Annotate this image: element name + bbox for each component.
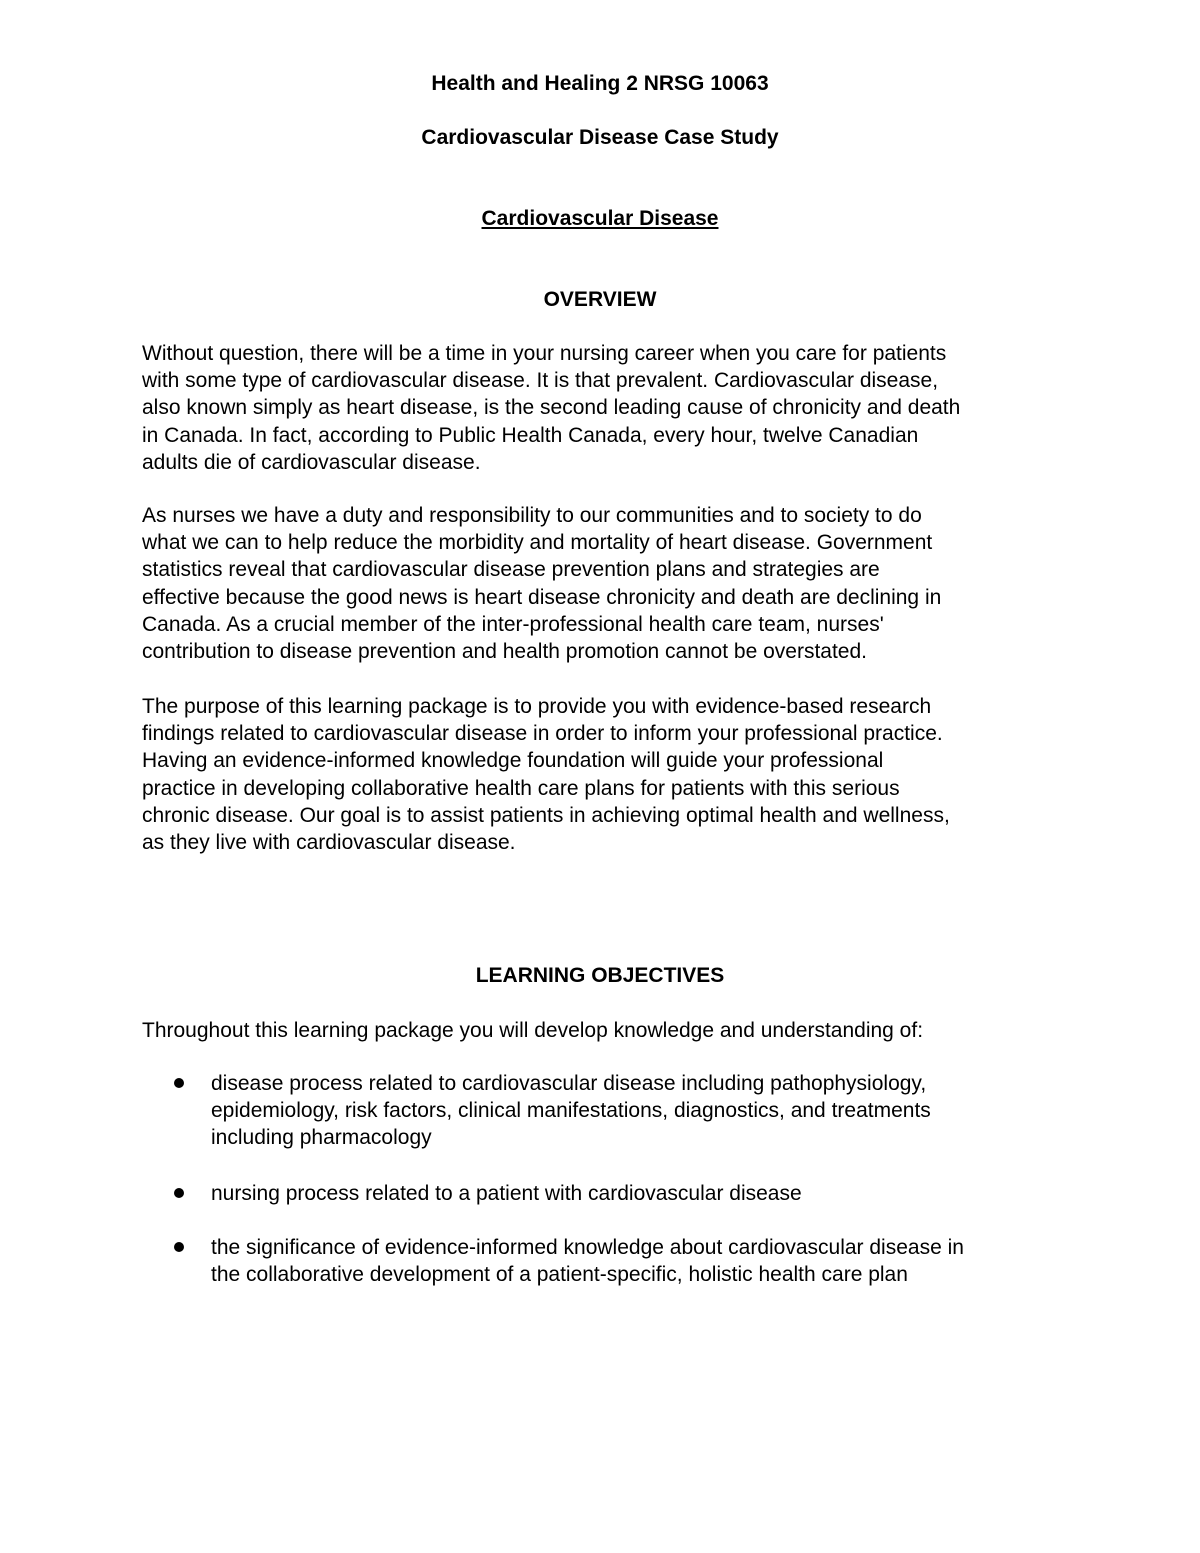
objective-line: epidemiology, risk factors, clinical manifestations, diagnostics, and treatments	[211, 1099, 931, 1123]
section-title-text: Cardiovascular Disease	[481, 207, 719, 230]
objective-text	[211, 1180, 1081, 1207]
paragraph-line: findings related to cardiovascular disease in order to inform your professional practice.	[142, 722, 943, 746]
paragraph-line: practice in developing collaborative health care plans for patients with this serious	[142, 776, 900, 800]
paragraph-line: what we can to help reduce the morbidity and mortality of heart disease. Government	[142, 531, 933, 555]
objective-text	[211, 1234, 1081, 1288]
overview-paragraph-1	[142, 340, 1072, 476]
objective-line: including pharmacology	[211, 1126, 432, 1150]
paragraph-line: with some type of cardiovascular disease. It is that prevalent. Cardiovascular disease,	[142, 369, 939, 393]
paragraph-line: also known simply as heart disease, is the second leading cause of chronicity and death	[142, 396, 961, 420]
objectives-intro-text: Throughout this learning package you will develop knowledge and understanding of:	[142, 1019, 924, 1042]
paragraph-line: as they live with cardiovascular disease.	[142, 831, 516, 855]
objective-line: the collaborative development of a patient-specific, holistic health care plan	[211, 1263, 908, 1287]
paragraph-line: Having an evidence-informed knowledge foundation will guide your professional	[142, 749, 884, 773]
bullet-icon	[174, 1078, 184, 1088]
paragraph-line: Canada. As a crucial member of the inter-professional health care team, nurses'	[142, 612, 884, 636]
overview-heading: OVERVIEW	[543, 288, 657, 311]
paragraph-line: chronic disease. Our goal is to assist patients in achieving optimal health and wellness,	[142, 803, 950, 827]
section-title	[0, 206, 1200, 232]
objective-line: disease process related to cardiovascular disease including pathophysiology,	[211, 1072, 927, 1095]
objective-line: the significance of evidence-informed knowledge about cardiovascular disease in	[211, 1236, 964, 1259]
paragraph-line: in Canada. In fact, according to Public Health Canada, every hour, twelve Canadian	[142, 423, 919, 447]
objective-line: nursing process related to a patient with cardiovascular disease	[211, 1182, 802, 1205]
paragraph-line: effective because the good news is heart disease chronicity and death are declining in	[142, 585, 942, 609]
course-title: Health and Healing 2 NRSG 10063	[431, 72, 769, 95]
objectives-intro	[142, 1017, 1072, 1044]
objective-text	[211, 1070, 1081, 1152]
paragraph-line: statistics reveal that cardiovascular disease prevention plans and strategies are	[142, 558, 880, 582]
bullet-icon	[174, 1188, 184, 1198]
overview-paragraph-3	[142, 693, 1072, 856]
paragraph-line: adults die of cardiovascular disease.	[142, 450, 481, 474]
bullet-icon	[174, 1242, 184, 1252]
overview-paragraph-2	[142, 502, 1072, 665]
objectives-heading: LEARNING OBJECTIVES	[475, 964, 725, 987]
paragraph-line: Without question, there will be a time in your nursing career when you care for patients	[142, 342, 947, 365]
case-study-title: Cardiovascular Disease Case Study	[421, 126, 779, 149]
paragraph-line: The purpose of this learning package is to provide you with evidence-based research	[142, 695, 932, 718]
paragraph-line: contribution to disease prevention and health promotion cannot be overstated.	[142, 640, 867, 664]
paragraph-line: As nurses we have a duty and responsibility to our communities and to society to do	[142, 504, 922, 527]
